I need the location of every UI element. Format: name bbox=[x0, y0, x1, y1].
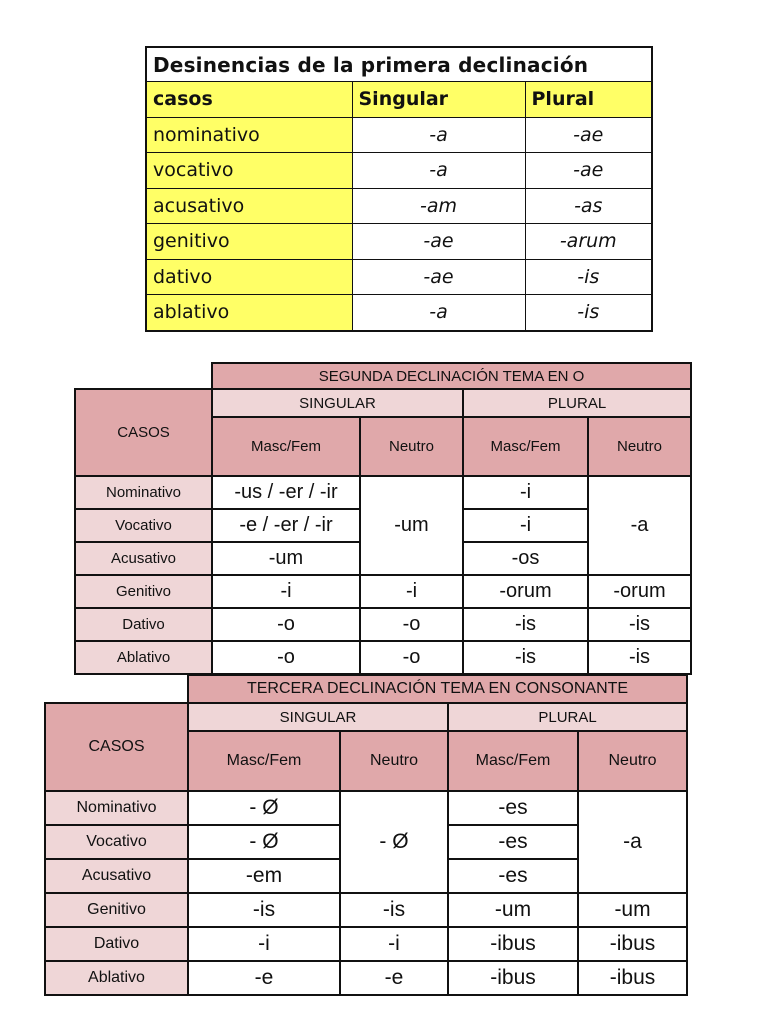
pl-mf-ending: -is bbox=[463, 608, 588, 641]
plural-ending: -is bbox=[525, 295, 652, 331]
case-label: nominativo bbox=[146, 117, 352, 153]
table-row bbox=[75, 476, 691, 509]
blank-cell bbox=[45, 675, 188, 703]
sg-neutro-ending: -is bbox=[340, 893, 448, 927]
table-title: Desinencias de la primera declinación bbox=[146, 47, 652, 82]
sg-neutro-ending: -i bbox=[360, 575, 463, 608]
pl-mf-ending: -es bbox=[448, 859, 578, 893]
case-label: acusativo bbox=[146, 188, 352, 224]
sg-neutro-ending: -i bbox=[340, 927, 448, 961]
table-row bbox=[45, 927, 687, 961]
case-label: dativo bbox=[146, 259, 352, 295]
case-label: Vocativo bbox=[45, 825, 188, 859]
pl-neutro-ending: -a bbox=[578, 791, 687, 893]
header-masc-fem: Masc/Fem bbox=[448, 731, 578, 791]
singular-ending: -ae bbox=[352, 259, 525, 295]
table-row bbox=[146, 224, 652, 260]
table-row bbox=[146, 117, 652, 153]
pl-neutro-ending: -a bbox=[588, 476, 691, 575]
table-row bbox=[45, 893, 687, 927]
sg-mf-ending: -is bbox=[188, 893, 340, 927]
pl-mf-ending: -orum bbox=[463, 575, 588, 608]
table-row bbox=[75, 575, 691, 608]
case-label: Ablativo bbox=[75, 641, 212, 674]
second-declension-table bbox=[74, 362, 692, 675]
pl-mf-ending: -ibus bbox=[448, 961, 578, 995]
sg-neutro-ending: -o bbox=[360, 641, 463, 674]
first-declension-table bbox=[145, 46, 653, 332]
header-casos: CASOS bbox=[45, 703, 188, 791]
singular-ending: -am bbox=[352, 188, 525, 224]
header-masc-fem: Masc/Fem bbox=[463, 417, 588, 476]
case-label: Dativo bbox=[75, 608, 212, 641]
sg-neutro-ending: -um bbox=[360, 476, 463, 575]
sg-mf-ending: -em bbox=[188, 859, 340, 893]
table-row bbox=[146, 153, 652, 189]
sg-mf-ending: -o bbox=[212, 641, 360, 674]
sg-mf-ending: -e bbox=[188, 961, 340, 995]
case-label: Nominativo bbox=[45, 791, 188, 825]
header-neutro: Neutro bbox=[578, 731, 687, 791]
table-row bbox=[75, 608, 691, 641]
sg-mf-ending: -us / -er / -ir bbox=[212, 476, 360, 509]
singular-ending: -a bbox=[352, 153, 525, 189]
case-label: Nominativo bbox=[75, 476, 212, 509]
header-plural: PLURAL bbox=[448, 703, 687, 731]
pl-mf-ending: -um bbox=[448, 893, 578, 927]
header-singular: Singular bbox=[352, 82, 525, 118]
plural-ending: -ae bbox=[525, 117, 652, 153]
header-neutro: Neutro bbox=[360, 417, 463, 476]
header-casos: CASOS bbox=[75, 389, 212, 476]
case-label: Ablativo bbox=[45, 961, 188, 995]
case-label: Vocativo bbox=[75, 509, 212, 542]
singular-ending: -ae bbox=[352, 224, 525, 260]
pl-neutro-ending: -ibus bbox=[578, 927, 687, 961]
pl-neutro-ending: -is bbox=[588, 608, 691, 641]
case-label: Acusativo bbox=[45, 859, 188, 893]
third-declension-table bbox=[44, 674, 688, 996]
sg-neutro-ending: -o bbox=[360, 608, 463, 641]
table-title: SEGUNDA DECLINACIÓN TEMA EN O bbox=[212, 363, 691, 389]
case-label: ablativo bbox=[146, 295, 352, 331]
pl-neutro-ending: -um bbox=[578, 893, 687, 927]
plural-ending: -as bbox=[525, 188, 652, 224]
sg-mf-ending: -i bbox=[188, 927, 340, 961]
pl-neutro-ending: -is bbox=[588, 641, 691, 674]
table-row bbox=[146, 259, 652, 295]
plural-ending: -arum bbox=[525, 224, 652, 260]
header-masc-fem: Masc/Fem bbox=[212, 417, 360, 476]
case-label: Genitivo bbox=[75, 575, 212, 608]
case-label: genitivo bbox=[146, 224, 352, 260]
table-row bbox=[146, 295, 652, 331]
pl-mf-ending: -es bbox=[448, 791, 578, 825]
sg-neutro-ending: - Ø bbox=[340, 791, 448, 893]
table-row bbox=[146, 188, 652, 224]
header-singular: SINGULAR bbox=[188, 703, 448, 731]
case-label: Acusativo bbox=[75, 542, 212, 575]
sg-mf-ending: -um bbox=[212, 542, 360, 575]
table-row bbox=[45, 791, 687, 825]
case-label: Genitivo bbox=[45, 893, 188, 927]
header-masc-fem: Masc/Fem bbox=[188, 731, 340, 791]
header-neutro: Neutro bbox=[588, 417, 691, 476]
sg-mf-ending: - Ø bbox=[188, 791, 340, 825]
header-singular: SINGULAR bbox=[212, 389, 463, 417]
sg-neutro-ending: -e bbox=[340, 961, 448, 995]
pl-neutro-ending: -orum bbox=[588, 575, 691, 608]
pl-neutro-ending: -ibus bbox=[578, 961, 687, 995]
sg-mf-ending: -e / -er / -ir bbox=[212, 509, 360, 542]
singular-ending: -a bbox=[352, 295, 525, 331]
case-label: Dativo bbox=[45, 927, 188, 961]
pl-mf-ending: -is bbox=[463, 641, 588, 674]
plural-ending: -is bbox=[525, 259, 652, 295]
case-label: vocativo bbox=[146, 153, 352, 189]
table-row bbox=[45, 961, 687, 995]
pl-mf-ending: -i bbox=[463, 509, 588, 542]
table-title: TERCERA DECLINACIÓN TEMA EN CONSONANTE bbox=[188, 675, 687, 703]
header-neutro: Neutro bbox=[340, 731, 448, 791]
blank-cell bbox=[75, 363, 212, 389]
table-row bbox=[75, 641, 691, 674]
pl-mf-ending: -i bbox=[463, 476, 588, 509]
sg-mf-ending: -i bbox=[212, 575, 360, 608]
header-casos: casos bbox=[146, 82, 352, 118]
singular-ending: -a bbox=[352, 117, 525, 153]
pl-mf-ending: -os bbox=[463, 542, 588, 575]
sg-mf-ending: -o bbox=[212, 608, 360, 641]
header-plural: PLURAL bbox=[463, 389, 691, 417]
sg-mf-ending: - Ø bbox=[188, 825, 340, 859]
pl-mf-ending: -es bbox=[448, 825, 578, 859]
pl-mf-ending: -ibus bbox=[448, 927, 578, 961]
plural-ending: -ae bbox=[525, 153, 652, 189]
header-plural: Plural bbox=[525, 82, 652, 118]
